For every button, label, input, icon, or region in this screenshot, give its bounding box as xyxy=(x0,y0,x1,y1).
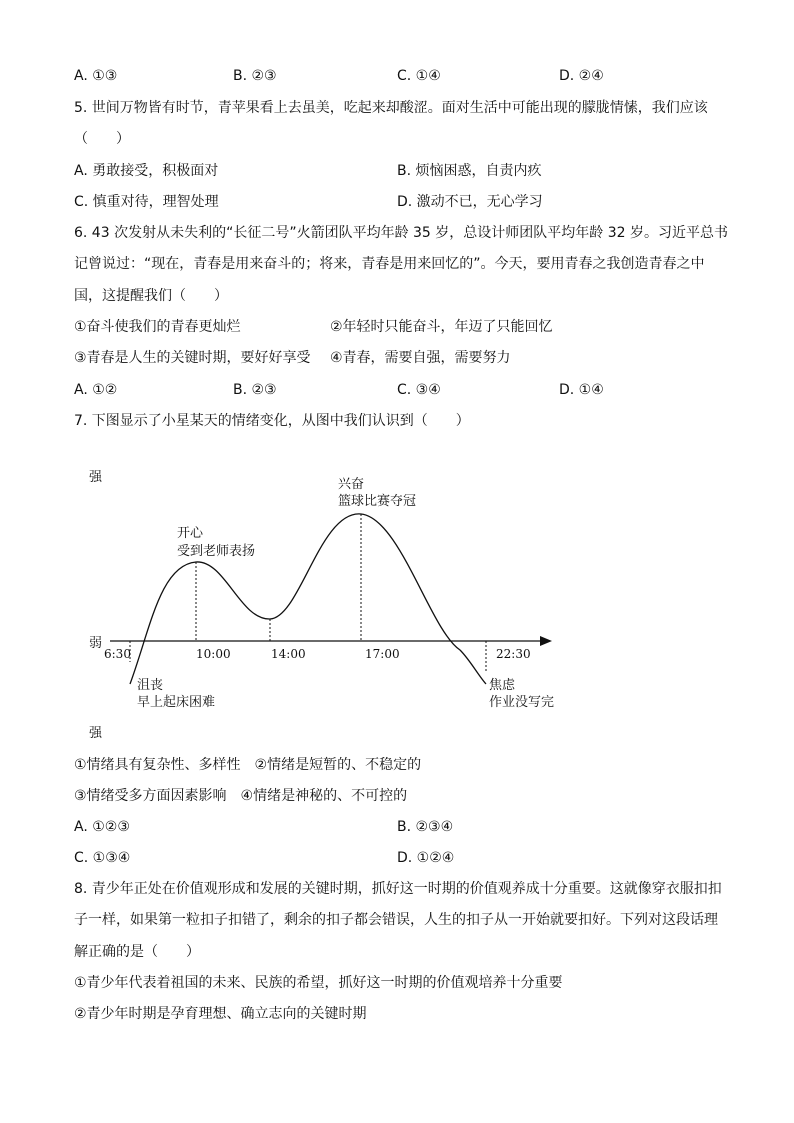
q8-stem-line-2: 子一样，如果第一粒扣子扣错了，剩余的扣子都会错误，人生的扣子从一开始就要扣好。下列对这段话理 xyxy=(74,912,718,928)
annotation-excited-event: 篮球比赛夺冠 xyxy=(338,494,417,509)
q5-option-b: B. 烦恼困惑，自责内疚 xyxy=(397,163,542,179)
chart-ylabel-mid: 弱 xyxy=(89,636,103,651)
q6-option-a: A. ①② xyxy=(74,382,118,398)
q7-option-c: C. ①③④ xyxy=(74,850,131,866)
q7-option-a: A. ①②③ xyxy=(74,819,130,835)
q6-option-b: B. ②③ xyxy=(233,382,277,398)
q4-option-b: B. ②③ xyxy=(233,68,277,84)
q6-stem-line-3: 国，这提醒我们（ ） xyxy=(74,288,228,304)
chart-ylabel-bottom: 强 xyxy=(89,726,103,741)
q6-statement-1: ①奋斗使我们的青春更灿烂 xyxy=(74,319,241,335)
emotion-chart xyxy=(0,440,794,760)
annotation-anxious-emotion: 焦虑 xyxy=(489,678,516,693)
tick-label-1400: 14:00 xyxy=(271,647,306,661)
q8-stem-line-1: 8. 青少年正处在价值观形成和发展的关键时期，抓好这一时期的价值观养成十分重要。这就像穿衣服扣扣 xyxy=(74,881,722,897)
q6-option-d: D. ①④ xyxy=(559,382,604,398)
q7-option-d: D. ①②④ xyxy=(397,850,455,866)
chart-ylabel-top: 强 xyxy=(89,470,103,485)
q5-stem: 5. 世间万物皆有时节，青苹果看上去虽美，吃起来却酸涩。面对生活中可能出现的朦胧情愫，我们应该 xyxy=(74,100,708,116)
q5-option-a: A. 勇敢接受，积极面对 xyxy=(74,163,219,179)
q5-blank: （ ） xyxy=(74,131,130,147)
q5-option-d: D. 激动不已，无心学习 xyxy=(397,194,543,210)
q8-stem-line-3: 解正确的是（ ） xyxy=(74,944,200,960)
q4-option-d: D. ②④ xyxy=(559,68,604,84)
q6-statement-4: ④青春，需要自强，需要努力 xyxy=(330,350,511,366)
annotation-depressed-event: 早上起床困难 xyxy=(137,695,216,710)
q7-statement-line-1: ①情绪具有复杂性、多样性 ②情绪是短暂的、不稳定的 xyxy=(74,757,422,773)
q5-option-c: C. 慎重对待，理智处理 xyxy=(74,194,219,210)
q6-statement-3: ③青春是人生的关键时期，要好好享受 xyxy=(74,350,311,366)
q6-statement-2: ②年轻时只能奋斗，年迈了只能回忆 xyxy=(330,319,553,335)
q7-option-b: B. ②③④ xyxy=(397,819,454,835)
q6-stem-line-2: 记曾说过：“现在，青春是用来奋斗的；将来，青春是用来回忆的”。今天，要用青春之我创造青春之中 xyxy=(74,256,705,272)
chart-x-axis-arrow xyxy=(540,636,552,646)
annotation-excited-emotion: 兴奋 xyxy=(338,477,365,492)
annotation-happy-event: 受到老师表扬 xyxy=(177,544,256,559)
annotation-depressed-emotion: 沮丧 xyxy=(137,678,164,693)
q4-option-a: A. ①③ xyxy=(74,68,118,84)
tick-label-0630: 6:30 xyxy=(104,647,131,661)
q8-statement-1: ①青少年代表着祖国的未来、民族的希望，抓好这一时期的价值观培养十分重要 xyxy=(74,975,563,991)
q8-statement-2: ②青少年时期是孕育理想、确立志向的关键时期 xyxy=(74,1006,367,1022)
annotation-anxious-event: 作业没写完 xyxy=(489,695,555,710)
q6-option-c: C. ③④ xyxy=(397,382,441,398)
tick-label-1000: 10:00 xyxy=(196,647,231,661)
q7-stem: 7. 下图显示了小星某天的情绪变化，从图中我们认识到（ ） xyxy=(74,413,470,429)
q4-option-c: C. ①④ xyxy=(397,68,441,84)
q7-statement-line-2: ③情绪受多方面因素影响 ④情绪是神秘的、不可控的 xyxy=(74,788,408,804)
tick-label-1700: 17:00 xyxy=(365,647,400,661)
q6-stem-line-1: 6. 43 次发射从未失利的“长征二号”火箭团队平均年龄 35 岁，总设计师团队平均年龄 32 岁。习近平总书 xyxy=(74,225,729,241)
tick-label-2230: 22:30 xyxy=(496,647,531,661)
annotation-happy-emotion: 开心 xyxy=(177,526,204,541)
